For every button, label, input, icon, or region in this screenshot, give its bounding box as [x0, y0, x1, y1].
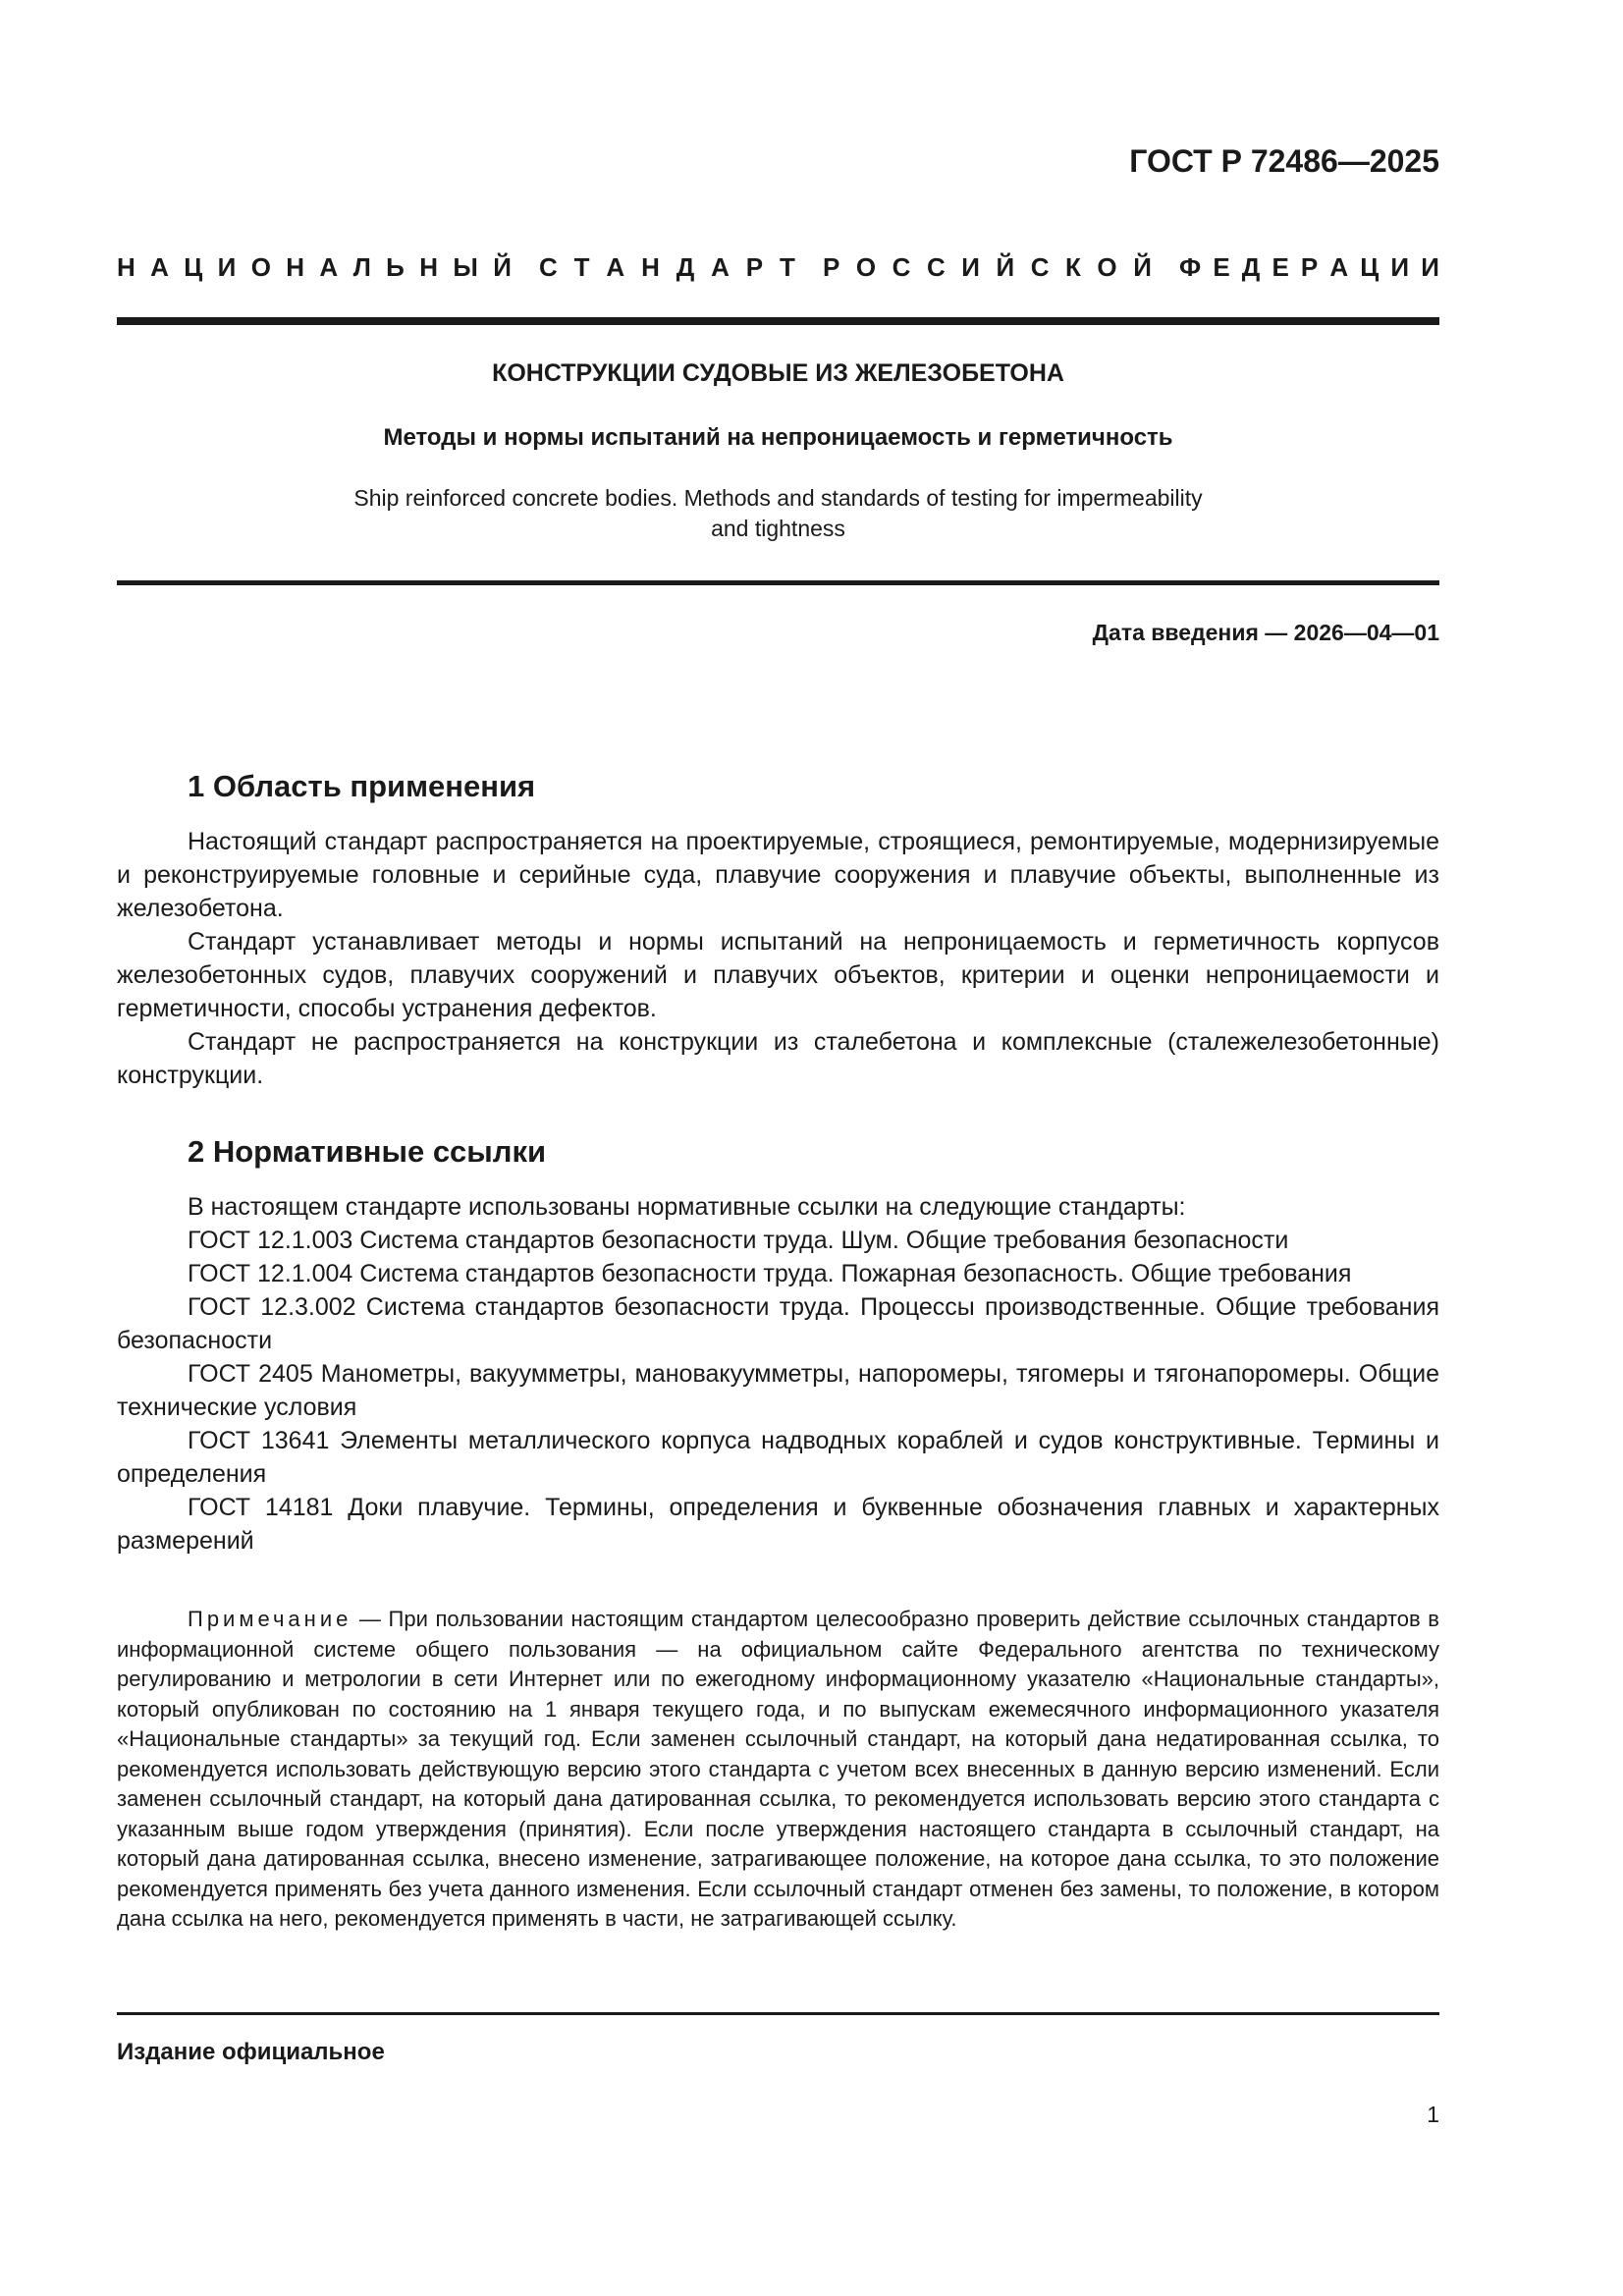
paragraph: В настоящем стандарте использованы нормативные ссылки на следующие стандарты:: [188, 1193, 1186, 1221]
reference-item: ГОСТ 12.3.002 Система стандартов безопасности труда. Процессы производственные. Общие требования безопасности: [117, 1293, 1439, 1354]
national-standard-banner: [117, 252, 1439, 283]
footer-divider: [117, 2012, 1439, 2015]
note-block: [117, 1605, 1439, 1935]
edition-label: Издание официальное: [117, 2039, 385, 2065]
paragraph: Стандарт устанавливает методы и нормы испытаний на непроницаемость и герметичность корпусов железобетонных судов, плавучих сооружений и плавучих объектов, критерии и оценки непроницаемости и герметичности, способы устранения дефектов.: [117, 928, 1439, 1022]
english-title-line-2: and tightness: [711, 516, 845, 541]
paragraph: Настоящий стандарт распространяется на проектируемые, строящиеся, ремонтируемые, модернизируемые и реконструируемые головные и серийные суда, плавучие сооружения и плавучие объекты, выполненные из железобетона.: [117, 828, 1439, 922]
english-title-line-1: Ship reinforced concrete bodies. Methods and standards of testing for impermeability: [353, 485, 1203, 511]
english-title: [117, 483, 1439, 544]
section-1-heading: 1 Область применения: [188, 769, 536, 803]
note-paragraph: [117, 1605, 1439, 1935]
note-label: Примечание: [188, 1607, 352, 1631]
section-2-body: [117, 1190, 1439, 1558]
reference-item: ГОСТ 12.1.003 Система стандартов безопасности труда. Шум. Общие требования безопасности: [188, 1227, 1289, 1254]
page-number: 1: [1427, 2102, 1439, 2127]
banner-word-2: С Т А Н Д А Р Т: [539, 252, 795, 282]
document-page: [117, 0, 1439, 2296]
document-title: КОНСТРУКЦИИ СУДОВЫЕ ИЗ ЖЕЛЕЗОБЕТОНА: [492, 359, 1064, 387]
document-subtitle: Методы и нормы испытаний на непроницаемость и герметичность: [383, 424, 1173, 451]
title-divider: [117, 580, 1439, 585]
banner-word-4: Ф Е Д Е Р А Ц И И: [1179, 252, 1439, 282]
document-code: ГОСТ Р 72486—2025: [1129, 143, 1439, 179]
reference-item: ГОСТ 14181 Доки плавучие. Термины, определения и буквенные обозначения главных и характерных размерений: [117, 1494, 1439, 1555]
note-text: — При пользовании настоящим стандартом целесообразно проверить действие ссылочных стандартов в информационной системе общего пользования — на официальном сайте Федерального агентства по техническому регулированию и метрологии в сети Интернет или по ежегодному информационному указателю «Национальные стандарты», который опубликован по состоянию на 1 января текущего года, и по выпускам ежемесячного информационного указателя «Национальные стандарты» за текущий год. Если заменен ссылочный стандарт, на который дана недатированная ссылка, то рекомендуется использовать действующую версию этого стандарта с учетом всех внесенных в данную версию изменений. Если заменен ссылочный стандарт, на который дана датированная ссылка, то рекомендуется использовать версию этого стандарта с указанным выше годом утверждения (принятия). Если после утверждения настоящего стандарта в ссылочный стандарт, на который дана датированная ссылка, внесено изменение, затрагивающее положение, на которое дана ссылка, то это положение рекомендуется применять без учета данного изменения. Если ссылочный стандарт отменен без замены, то положение, в котором дана ссылка на него, рекомендуется применять в части, не затрагивающей ссылку.: [117, 1607, 1439, 1931]
reference-item: ГОСТ 12.1.004 Система стандартов безопасности труда. Пожарная безопасность. Общие требования: [188, 1260, 1352, 1287]
reference-item: ГОСТ 2405 Манометры, вакуумметры, мановакуумметры, напоромеры, тягомеры и тягонапоромеры. Общие технические условия: [117, 1360, 1439, 1421]
section-1-body: [117, 825, 1439, 1092]
banner-word-3: Р О С С И Й С К О Й: [823, 252, 1152, 282]
section-2-heading: 2 Нормативные ссылки: [188, 1134, 547, 1169]
reference-item: ГОСТ 13641 Элементы металлического корпуса надводных кораблей и судов конструктивные. Термины и определения: [117, 1427, 1439, 1488]
banner-word-1: Н А Ц И О Н А Л Ь Н Ы Й: [117, 252, 512, 282]
header-divider: [117, 317, 1439, 325]
introduction-date: Дата введения — 2026—04—01: [1092, 620, 1439, 645]
paragraph: Стандарт не распространяется на конструкции из сталебетона и комплексные (сталежелезобетонные) конструкции.: [117, 1028, 1439, 1089]
